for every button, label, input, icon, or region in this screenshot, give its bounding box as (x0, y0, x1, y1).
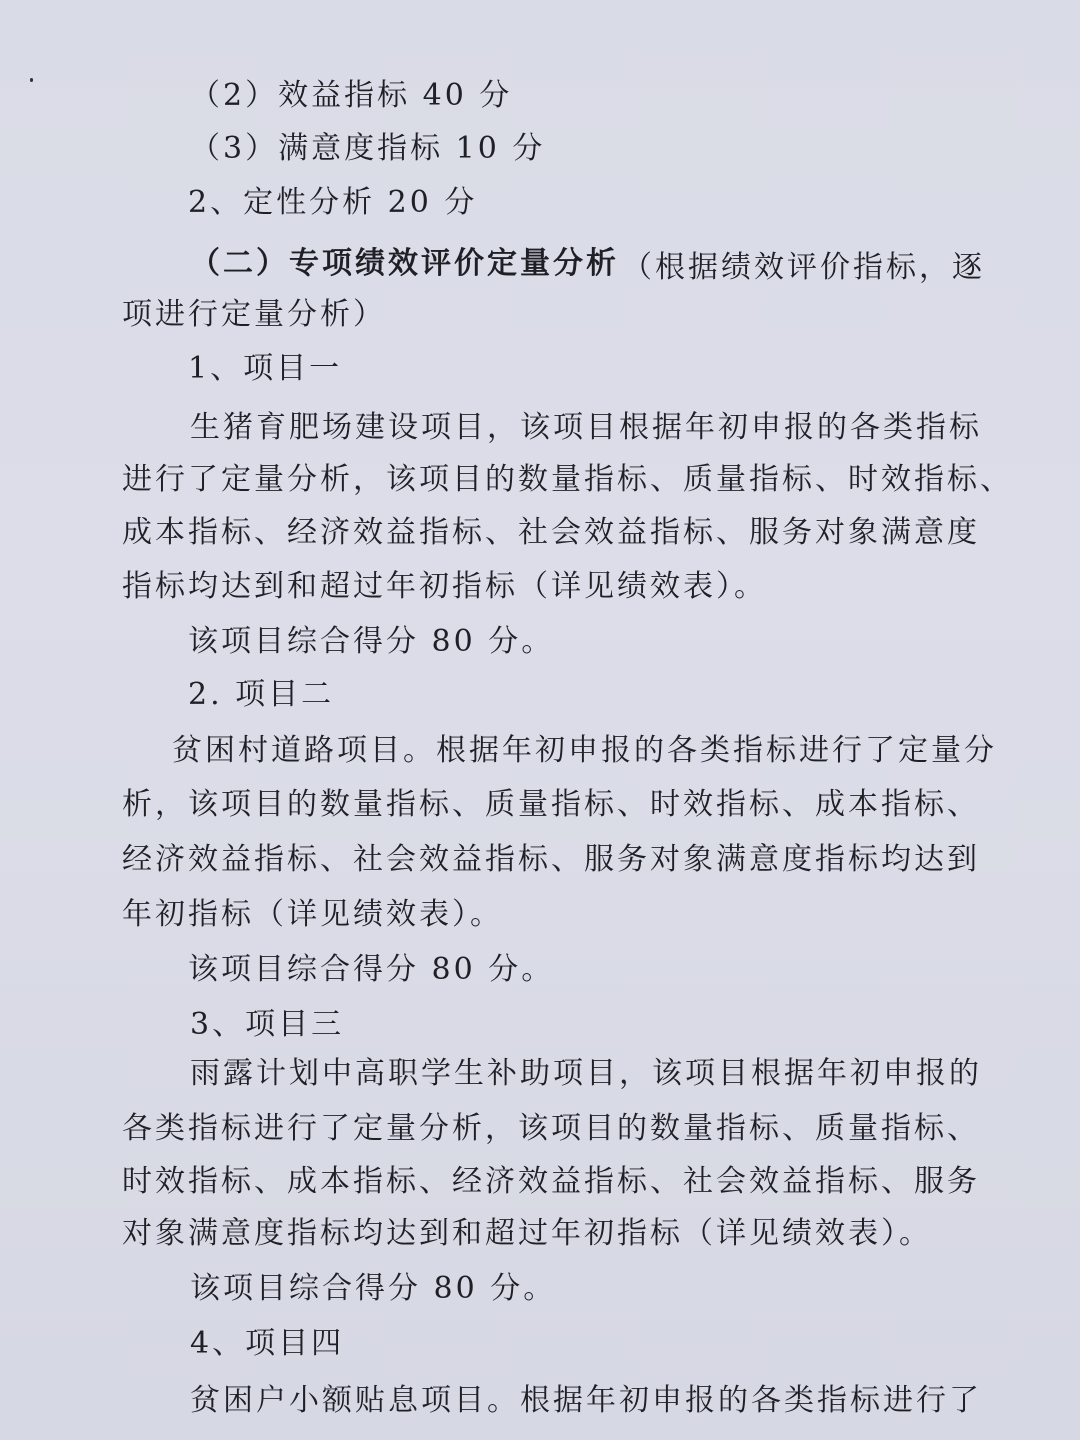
project-1-text-2: 进行了定量分析，该项目的数量指标、质量指标、时效指标、 (122, 462, 1013, 497)
project-3-text-2: 各类指标进行了定量分析，该项目的数量指标、质量指标、 (122, 1111, 980, 1146)
project-3-text-4: 对象满意度指标均达到和超过年初指标（详见绩效表）。 (122, 1216, 932, 1251)
text-line-satisfaction-indicator: （3）满意度指标 10 分 (190, 131, 546, 166)
project-1-score: 该项目综合得分 80 分。 (188, 624, 555, 659)
section-heading-note-cont: 项进行定量分析） (122, 297, 386, 332)
project-3-text-1: 雨露计划中高职学生补助项目，该项目根据年初申报的 (190, 1056, 982, 1091)
project-3-text-3: 时效指标、成本指标、经济效益指标、社会效益指标、服务 (122, 1164, 980, 1199)
paper-speck (30, 78, 33, 82)
project-1-text-4: 指标均达到和超过年初指标（详见绩效表）。 (122, 569, 767, 604)
project-2-text-4: 年初指标（详见绩效表）。 (122, 897, 503, 932)
project-3-score: 该项目综合得分 80 分。 (190, 1271, 557, 1306)
project-2-text-3: 经济效益指标、社会效益指标、服务对象满意度指标均达到 (122, 842, 980, 877)
text-line-efficiency-indicator: （2）效益指标 40 分 (190, 78, 513, 113)
project-2-heading: 2. 项目二 (188, 677, 335, 712)
project-4-heading: 4、项目四 (190, 1326, 345, 1361)
project-4-text-1: 贫困户小额贴息项目。根据年初申报的各类指标进行了 (190, 1383, 982, 1418)
project-2-text-2: 析，该项目的数量指标、质量指标、时效指标、成本指标、 (122, 787, 980, 822)
section-heading-note: （根据绩效评价指标，逐 (622, 250, 985, 285)
project-1-heading: 1、项目一 (188, 351, 343, 386)
project-2-text-1: 贫困村道路项目。根据年初申报的各类指标进行了定量分 (172, 733, 997, 768)
project-2-score: 该项目综合得分 80 分。 (188, 952, 555, 987)
text-line-qualitative-analysis: 2、定性分析 20 分 (188, 185, 478, 220)
project-1-text-1: 生猪育肥场建设项目，该项目根据年初申报的各类指标 (190, 410, 982, 445)
section-heading: （二）专项绩效评价定量分析 (190, 246, 619, 281)
project-3-heading: 3、项目三 (190, 1007, 345, 1042)
project-1-text-3: 成本指标、经济效益指标、社会效益指标、服务对象满意度 (122, 515, 980, 550)
